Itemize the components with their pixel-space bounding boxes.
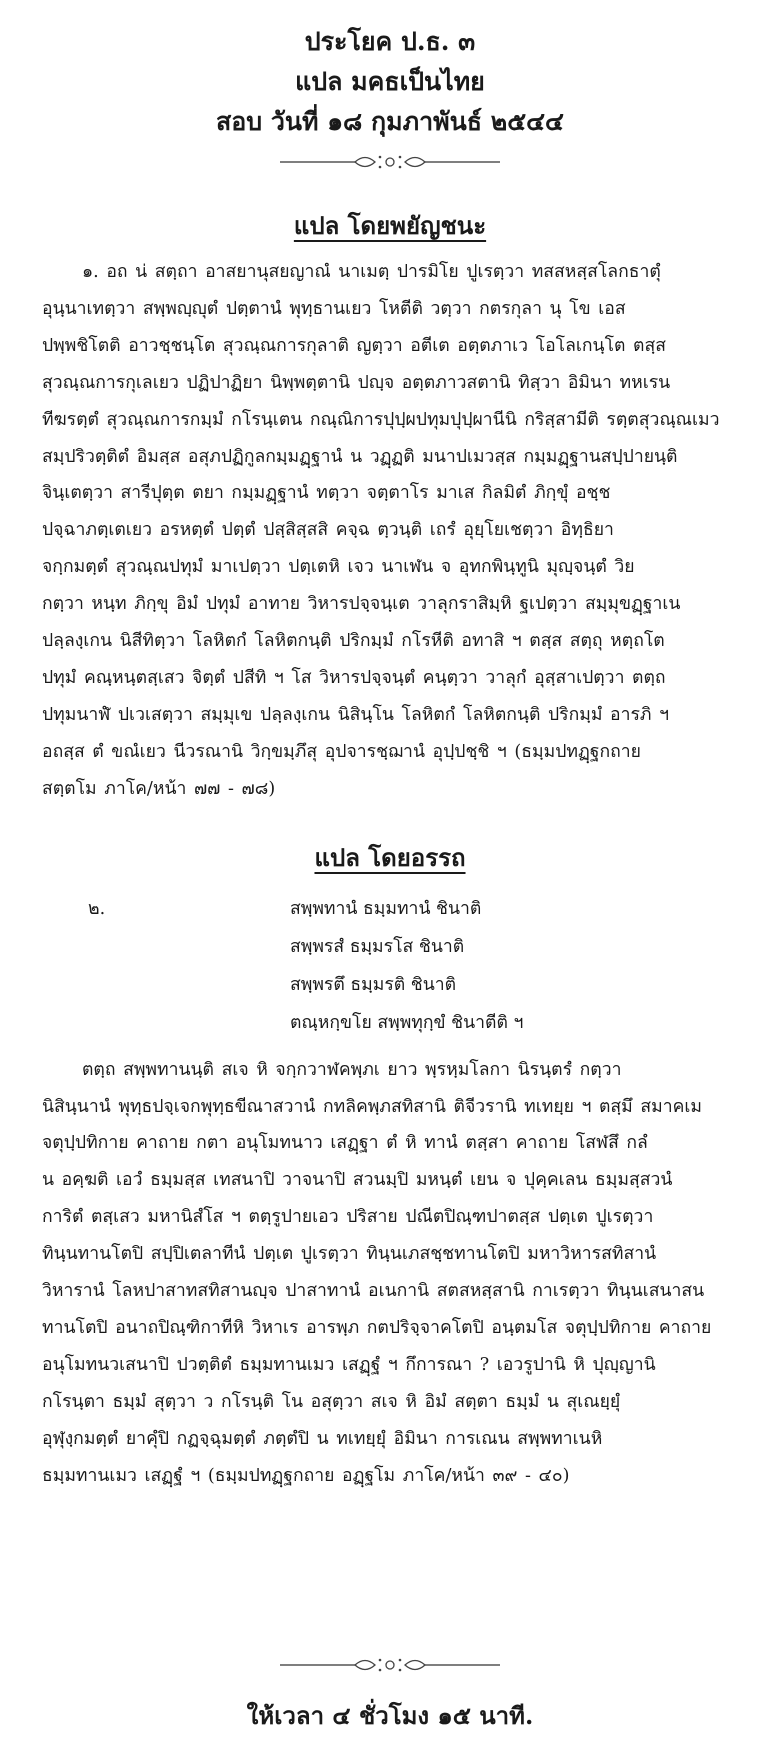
paragraph-line: อถสฺส ตํ ขณํเยว นีวรณานิ วิกฺขมฺภึสุ อุปจารชฺฌานํ อุปฺปชฺชิ ฯ (ธมฺมปทฏฺฐกถาย: [42, 741, 641, 762]
paragraph-line: สตฺตโม ภาโค/หน้า ๗๗ - ๗๘): [42, 778, 276, 799]
paragraph-line: อุฬุงฺกมตฺตํ ยาคุํปิ กฏจฺฉุมตฺตํ ภตฺตํปิ น ทเทยฺยุํ อิมินา การเณน สพฺพทาเนหิ: [42, 1428, 603, 1449]
paragraph-line: ปทุมนาฬํ ปเวเสตฺวา สมฺมุเข ปลฺลงฺเกน นิสินฺโน โลหิตกํ โลหิตกนฺติ ปริกมฺมํ อารภิ ฯ: [42, 704, 669, 725]
section2-title: แปล โดยอรรถ: [314, 842, 466, 872]
verse-number: ๒.: [88, 898, 106, 919]
verse-block: [0, 892, 780, 1052]
paragraph-line: ปจฺฉาภตฺเตเยว อรหตฺตํ ปตฺตํ ปสฺสิสฺสสิ คจฺฉ ตฺวนฺติ เถรํ อุยฺโยเชตฺวา อิทฺธิยา: [42, 520, 614, 541]
verse-line: สพฺพรสํ ธมฺมรโส ชินาติ: [290, 936, 465, 957]
time-allowed: ให้เวลา ๔ ชั่วโมง ๑๕ นาที.: [246, 1701, 534, 1730]
paragraph-line: น อคฺฆติ เอวํ ธมฺมสฺส เทสนาปิ วาจนาปิ สวนมฺปิ มหนฺตํ เยน จ ปุคฺคเลน ธมฺมสฺสวนํ: [42, 1170, 673, 1191]
paragraph-line: ธมฺมทานเมว เสฏฺฐํ ฯ (ธมฺมปทฏฺฐกถาย อฏฺฐโม ภาโค/หน้า ๓๙ - ๔๐): [42, 1465, 570, 1486]
paragraph-line: ปทุมํ คณฺหนฺตสฺเสว จิตฺตํ ปสีทิ ฯ โส วิหารปจฺจนฺตํ คนฺตฺวา วาลุกํ อุสฺสาเปตฺวา ตตฺถ: [42, 667, 666, 688]
paragraph-line: ๑. อถ น่ สตฺถา อาสยานุสยญาณํ นาเมตฺ ปารมิโย ปูเรตฺวา ทสสหสฺสโลกธาตุํ: [82, 262, 661, 282]
paragraph-line: กตฺวา หนฺท ภิกฺขุ อิมํ ปทุมํ อาทาย วิหารปจฺจนฺเต วาลุกราสิมฺหิ ฐเปตฺวา สมฺมุขฏฺฐาเน: [42, 594, 681, 615]
paragraph-line: จินฺเตตฺวา สารีปุตฺต ตยา กมฺมฏฺฐานํ ทตฺวา จตฺตาโร มาเส กิลมิตํ ภิกฺขุํ อชฺช: [42, 483, 611, 504]
paragraph-line: อุนฺนาเทตฺวา สพฺพญฺญุตํ ปตฺตานํ พุทฺธานเยว โหตีติ วตฺวา กตรกุลา นุ โข เอส: [42, 298, 626, 319]
verse-line: ตณฺหกฺขโย สพฺพทุกฺขํ ชินาตีติ ฯ: [290, 1012, 524, 1033]
section1-paragraph: [0, 254, 780, 808]
paragraph-line: ทานโตปิ อนาถปิณฺฑิกาทีหิ วิหาเร อารพฺภ กตปริจฺจาคโตปิ อนฺตมโส จตุปฺปทิกาย คาถาย: [42, 1317, 712, 1338]
paragraph-line: นิสินฺนานํ พุทฺธปจฺเจกพุทฺธขีณาสวานํ กทลิคพฺภสทิสานิ ติจีวรานิ ทเทยฺย ฯ ตสฺมึ สมาคเม: [42, 1096, 702, 1117]
paragraph-line: ทินฺนทานโตปิ สปฺปิเตลาทีนํ ปตฺเต ปูเรตฺวา ทินฺนเภสชฺชทานโตปิ มหาวิหารสทิสานํ: [42, 1244, 657, 1265]
section1-title: แปล โดยพยัญชนะ: [293, 211, 487, 240]
paragraph-line: อนุโมทนวเสนาปิ ปวตฺติตํ ธมฺมทานเมว เสฏฺฐํ ฯ กึการณา ? เอวรูปานิ หิ ปุญฺญานิ: [42, 1354, 656, 1375]
paragraph-line: วิหารานํ โลหปาสาทสทิสานญฺจ ปาสาทานํ อเนกานิ สตสหสฺสานิ กาเรตฺวา ทินฺนเสนาสน: [42, 1281, 705, 1302]
section2-paragraph: [0, 1052, 780, 1495]
exam-subject: แปล มคธเป็นไทย: [295, 67, 485, 96]
ornament-divider-icon: [280, 152, 500, 172]
paragraph-line: ปลฺลงฺเกน นิสีทิตฺวา โลหิตกํ โลหิตกนฺติ ปริกมฺมํ กโรหีติ อทาสิ ฯ ตสฺส สตฺถุ หตฺถโต: [42, 631, 665, 652]
paragraph-line: กโรนฺตา ธมฺมํ สุตฺวา ว กโรนฺติ โน อสุตฺวา สเจ หิ อิมํ สตฺตา ธมฺมํ น สุเณยฺยุํ: [42, 1391, 621, 1412]
paragraph-line: จตุปฺปทิกาย คาถาย กตา อนุโมทนาว เสฏฺฐา ตํ หิ ทานํ ตสฺสา คาถาย โสฬสึ กลํ: [42, 1133, 648, 1154]
exam-level: ประโยค ป.ธ. ๓: [304, 27, 476, 56]
paragraph-line: การิตํ ตสฺเสว มหานิสํโส ฯ ตตฺรูปายเอว ปริสาย ปณีตปิณฺฑปาตสฺส ปตฺเต ปูเรตฺวา: [42, 1207, 654, 1228]
exam-date: สอบ วันที่ ๑๘ กุมภาพันธ์ ๒๕๔๔: [216, 107, 564, 136]
paragraph-line: ปพฺพชิโตติ อาวชฺชนฺโต สุวณฺณการกุลาติ ญตฺวา อตีเต อตฺตภาเว โอโลเกนฺโต ตสฺส: [42, 335, 666, 356]
paragraph-line: จกฺกมตฺตํ สุวณฺณปทุมํ มาเปตฺวา ปตฺเตหิ เจว นาเฬน จ อุทกพินฺทูนิ มุญฺจนฺตํ วิย: [42, 557, 635, 578]
ornament-divider-icon: [0, 1655, 780, 1675]
verse-line: สพฺพรตึ ธมฺมรติ ชินาติ: [290, 974, 457, 995]
paragraph-line: สุวณฺณการกุเลเยว ปฏิปาฏิยา นิพฺพตฺตานิ ปญฺจ อตฺตภาวสตานิ ทิสฺวา อิมินา ทหเรน: [42, 372, 671, 393]
verse-line: สพฺพทานํ ธมฺมทานํ ชินาติ: [290, 898, 482, 919]
paragraph-line: ทีฆรตฺตํ สุวณฺณการกมฺมํ กโรนฺเตน กณฺณิการปุปฺผปทุมปุปฺผานีนิ กริสฺสามีติ รตฺตสุวณฺณเมว: [42, 409, 720, 430]
paragraph-line: สมฺปริวตฺติตํ อิมสฺส อสุภปฏิกูลกมฺมฏฺฐานํ น วฏฺฏติ มนาปเมวสฺส กมฺมฏฺฐานสปฺปายนฺติ: [42, 446, 678, 467]
paragraph-line: ตตฺถ สพฺพทานนฺติ สเจ หิ จกฺกวาฬคพฺภเ ยาว พฺรหฺมโลกา นิรนฺตรํ กตฺวา: [82, 1059, 622, 1080]
